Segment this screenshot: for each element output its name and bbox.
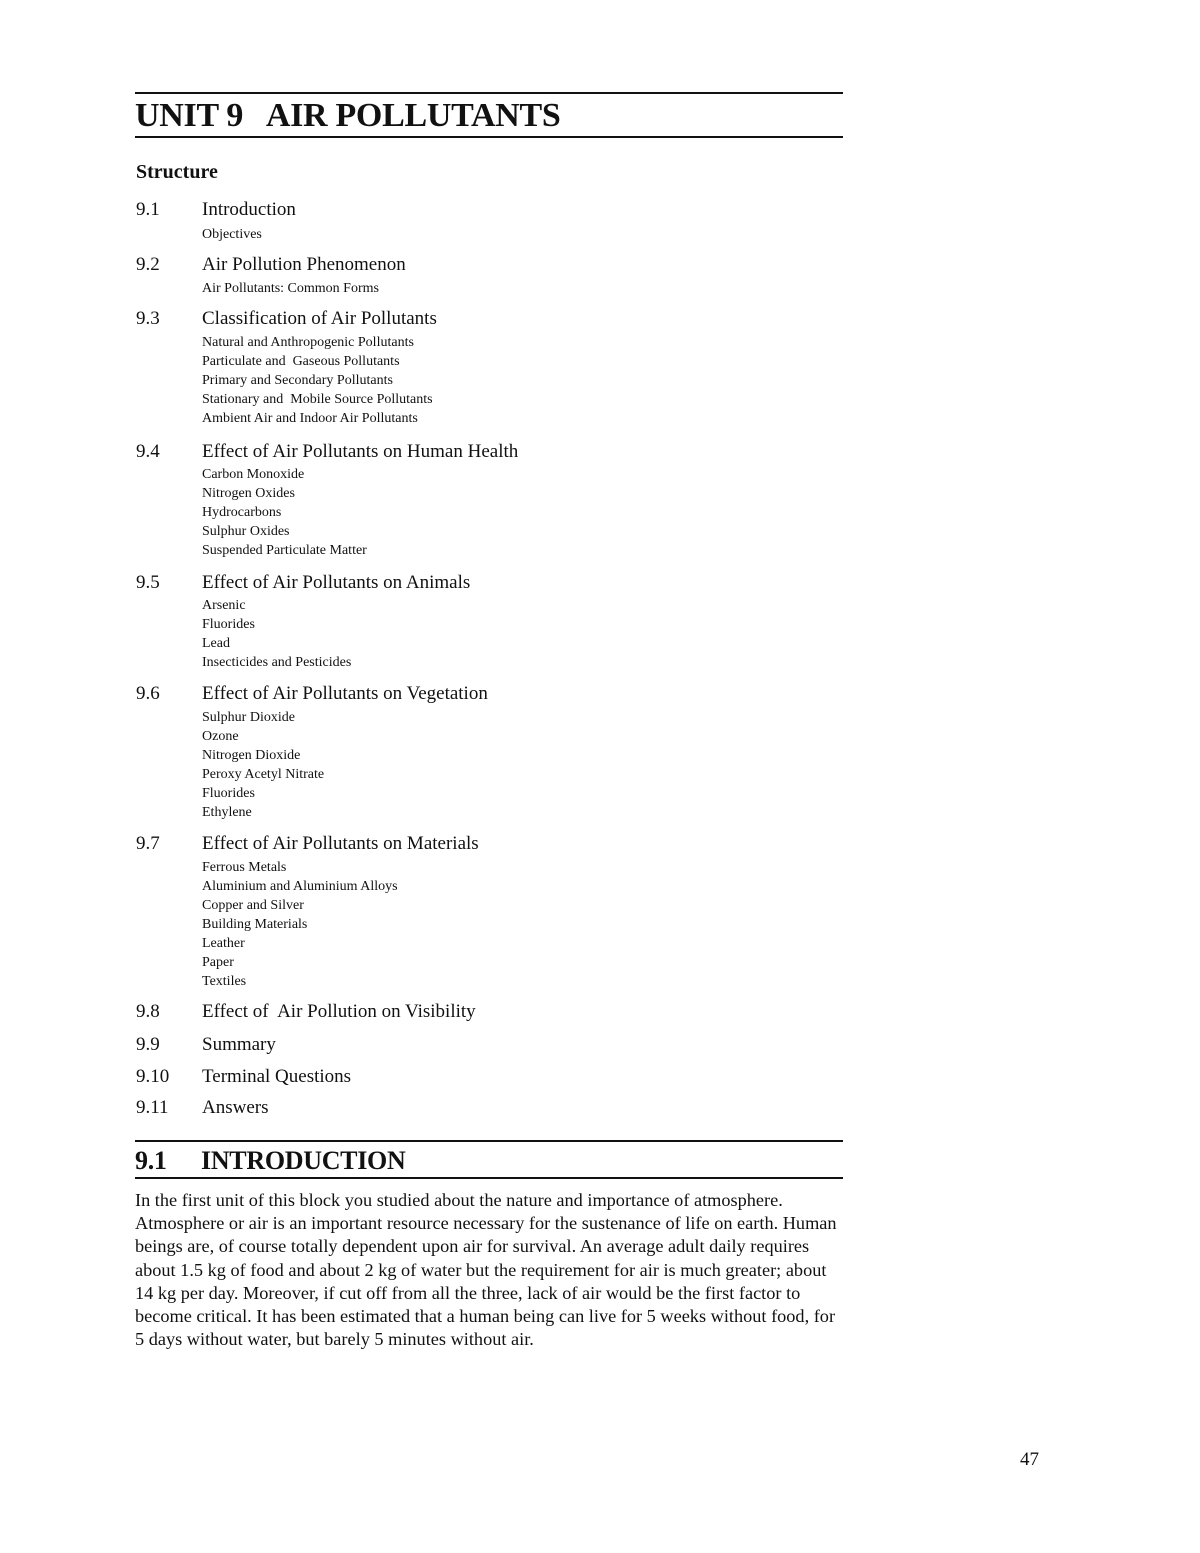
- introduction-paragraph: In the first unit of this block you studied about the nature and importance of atmosphere. Atmosphere or air is an important resource necessary for the sustenance of life on earth. Human beings are, of course totally dependent upon air for survival. An average adult daily requires about 1.5 kg of food and about 2 kg of water but the requirement for air is much greater; about 14 kg per day. Moreover, if cut off from all the three, lack of air would be the first factor to become critical. It has been estimated that a human being can live for 5 weeks without food, for 5 days without water, but barely 5 minutes without air.: [135, 1190, 837, 1350]
- toc-section-number: 9.4: [136, 441, 160, 462]
- toc-subsection: Natural and Anthropogenic Pollutants: [202, 335, 414, 350]
- toc-subsection: Ambient Air and Indoor Air Pollutants: [202, 411, 418, 426]
- toc-section: [136, 1033, 836, 1057]
- toc-subsection: Carbon Monoxide: [202, 467, 305, 482]
- toc-section-title: Effect of Air Pollutants on Vegetation: [202, 683, 488, 704]
- section-number: 9.1: [135, 1146, 167, 1175]
- toc-subsection: Paper: [202, 955, 234, 970]
- toc-section-number: 9.5: [136, 572, 160, 593]
- toc-subsection: Copper and Silver: [202, 898, 304, 913]
- toc-subsection: Objectives: [202, 227, 262, 242]
- toc-subsection: Leather: [202, 936, 245, 951]
- toc-section-number: 9.8: [136, 1001, 160, 1022]
- unit-title: UNIT 9 AIR POLLUTANTS: [135, 97, 561, 134]
- toc-subsection: Sulphur Oxides: [202, 524, 290, 539]
- toc-section-title: Answers: [202, 1097, 269, 1118]
- toc-subsection: Textiles: [202, 974, 247, 989]
- toc-section-title: Classification of Air Pollutants: [202, 308, 437, 329]
- toc-subsection: Primary and Secondary Pollutants: [202, 373, 393, 388]
- toc-section: [136, 571, 836, 595]
- toc-subsection: Lead: [202, 636, 230, 651]
- section-top-rule: [135, 1140, 843, 1142]
- toc-section: [136, 253, 836, 277]
- title-top-rule: [135, 92, 843, 94]
- page-number: 47: [1020, 1449, 1039, 1470]
- toc-section-title: Effect of Air Pollution on Visibility: [202, 1001, 476, 1022]
- toc-section-title: Air Pollution Phenomenon: [202, 254, 406, 275]
- toc-section: [136, 307, 836, 331]
- toc-subsection: Aluminium and Aluminium Alloys: [202, 879, 398, 894]
- toc-section: [136, 682, 836, 706]
- structure-heading: Structure: [136, 161, 218, 183]
- toc-section-number: 9.10: [136, 1066, 170, 1087]
- toc-subsection: Nitrogen Oxides: [202, 486, 295, 501]
- title-bottom-rule: [135, 136, 843, 138]
- toc-section-title: Effect of Air Pollutants on Animals: [202, 572, 471, 593]
- toc-subsection: Nitrogen Dioxide: [202, 748, 301, 763]
- toc-section-title: Effect of Air Pollutants on Human Health: [202, 441, 519, 462]
- toc-section-number: 9.9: [136, 1034, 160, 1055]
- toc-subsection: Air Pollutants: Common Forms: [202, 281, 379, 296]
- toc-subsection: Ferrous Metals: [202, 860, 287, 875]
- toc-subsection: Fluorides: [202, 617, 255, 632]
- toc-section: [136, 440, 836, 464]
- toc-section: [136, 1065, 836, 1089]
- toc-section-title: Terminal Questions: [202, 1066, 352, 1087]
- toc-section-title: Summary: [202, 1034, 276, 1055]
- toc-section-number: 9.2: [136, 254, 160, 275]
- toc-subsection: Particulate and Gaseous Pollutants: [202, 354, 400, 369]
- toc-section: [136, 1096, 836, 1120]
- toc-subsection: Sulphur Dioxide: [202, 710, 295, 725]
- toc-section-title: Effect of Air Pollutants on Materials: [202, 833, 479, 854]
- toc-section-number: 9.1: [136, 199, 160, 220]
- toc-subsection: Hydrocarbons: [202, 505, 282, 520]
- toc-subsection: Ozone: [202, 729, 239, 744]
- toc-subsection: Suspended Particulate Matter: [202, 543, 367, 558]
- toc-subsection: Peroxy Acetyl Nitrate: [202, 767, 325, 782]
- toc-subsection: Arsenic: [202, 598, 246, 613]
- toc-section: [136, 1000, 836, 1024]
- toc-subsection: Building Materials: [202, 917, 308, 932]
- toc-section: [136, 198, 836, 222]
- section-bottom-rule: [135, 1177, 843, 1179]
- toc-section-number: 9.3: [136, 308, 160, 329]
- toc-section-number: 9.11: [136, 1097, 169, 1118]
- toc-subsection: Insecticides and Pesticides: [202, 655, 352, 670]
- toc-section-title: Introduction: [202, 199, 296, 220]
- toc-section: [136, 832, 836, 856]
- toc-section-number: 9.7: [136, 833, 160, 854]
- toc-subsection: Fluorides: [202, 786, 255, 801]
- toc-section-number: 9.6: [136, 683, 160, 704]
- toc-subsection: Stationary and Mobile Source Pollutants: [202, 392, 433, 407]
- toc-subsection: Ethylene: [202, 805, 252, 820]
- section-title: INTRODUCTION: [201, 1146, 406, 1175]
